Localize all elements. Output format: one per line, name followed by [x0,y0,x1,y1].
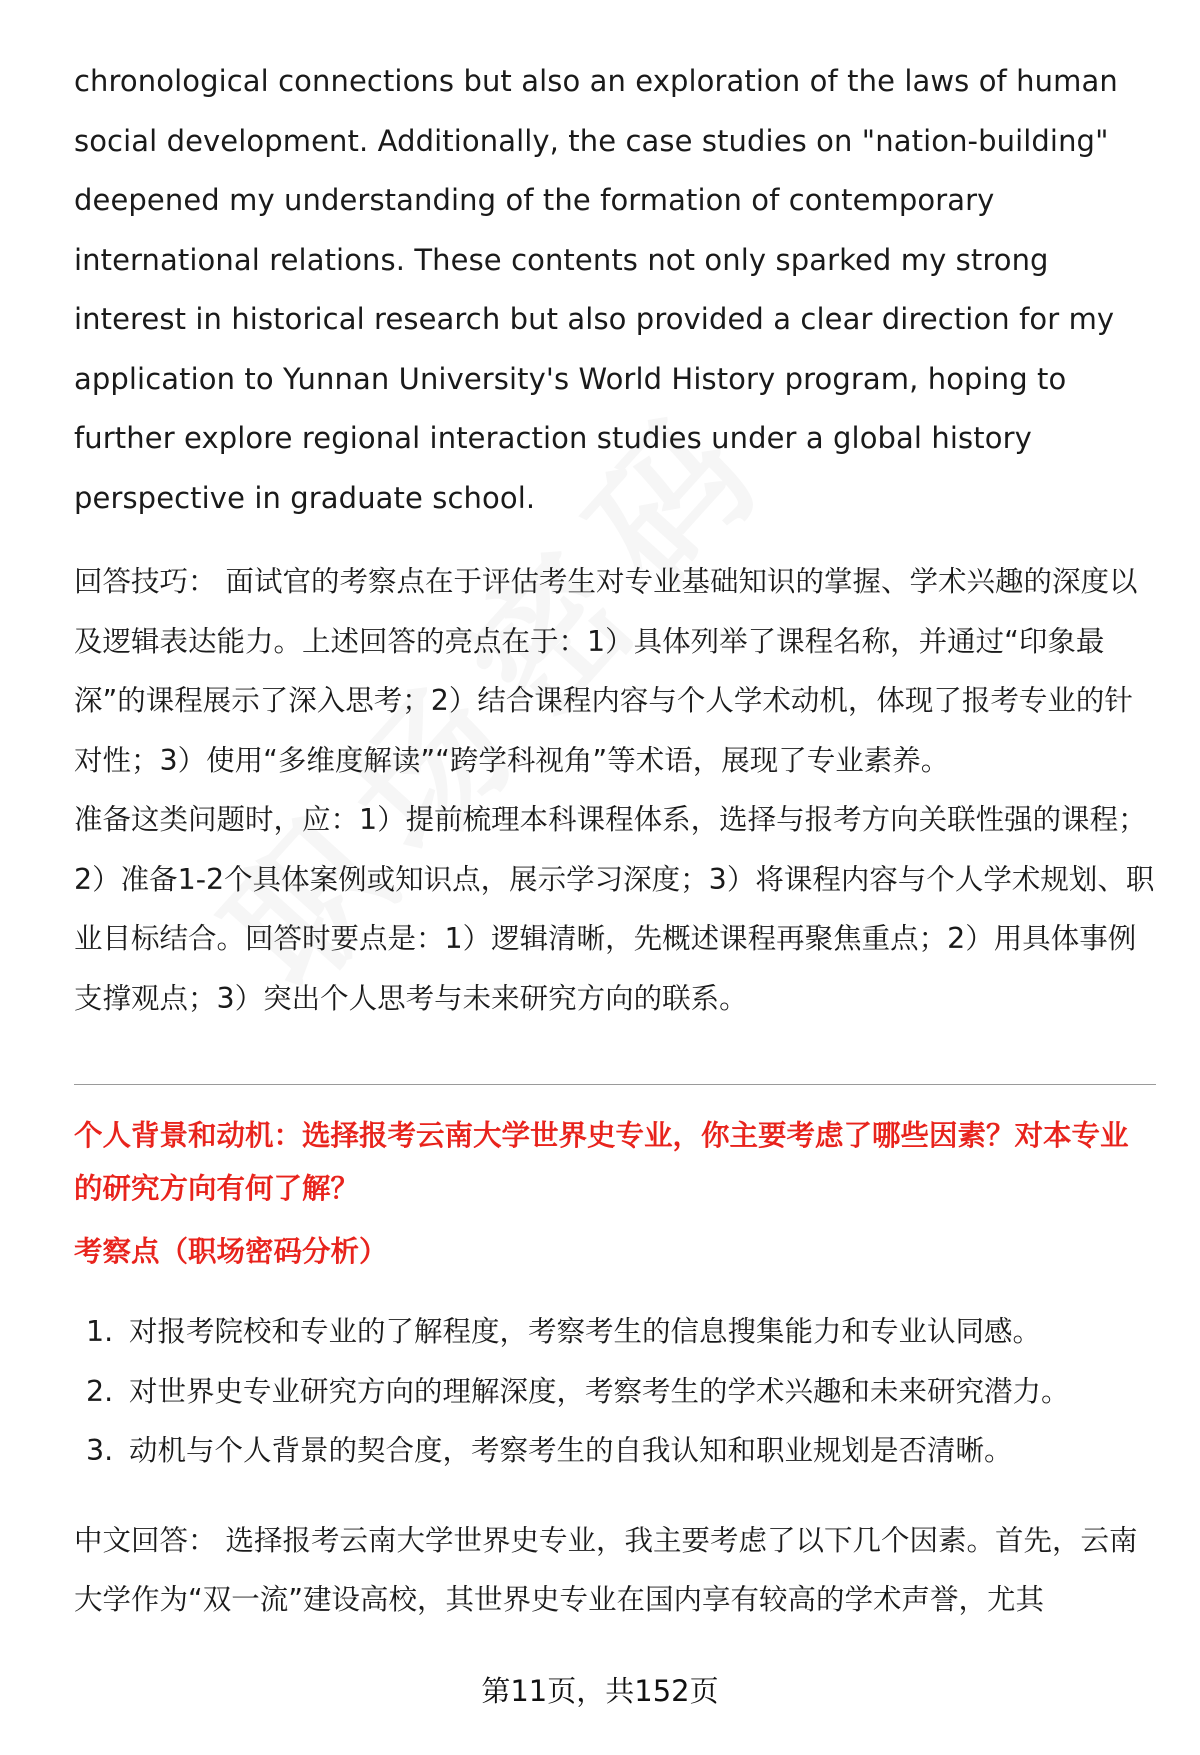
list-number: 1. [86,1315,114,1348]
section-divider [74,1084,1156,1085]
list-item-text: 对世界史专业研究方向的理解深度，考察考生的学术兴趣和未来研究潜力。 [129,1374,1070,1408]
assessment-heading: 考察点（职场密码分析） [74,1235,388,1268]
list-number: 3. [86,1434,114,1467]
list-item [74,1302,1156,1362]
preparation-paragraph: 准备这类问题时，应：1）提前梳理本科课程体系，选择与报考方向关联性强的课程；2）准备1-2个具体案例或知识点，展示学习深度；3）将课程内容与个人学术规划、职业目标结合。回答时要点是：1）逻辑清晰，先概述课程再聚焦重点；2）用具体事例支撑观点；3）突出个人思考与未来研究方向的联系。 [74,803,1155,1015]
english-answer-paragraph: chronological connections but also an exploration of the laws of human social development. Additionally, the case studies on "nation-building" deepened my understanding of the formation of contemporary international relations. These contents not only sparked my strong interest in historical research but also provided a clear direction for my application to Yunnan University's World History program, hoping to further explore regional interaction studies under a global history perspective in graduate school. [74,64,1118,515]
document-body [74,52,1156,1630]
list-item-text: 动机与个人背景的契合度，考察考生的自我认知和职业规划是否清晰。 [129,1434,1013,1467]
list-item [74,1362,1156,1422]
list-number: 2. [86,1374,114,1408]
chinese-answer-paragraph: 中文回答： 选择报考云南大学世界史专业，我主要考虑了以下几个因素。首先，云南大学作为“双一流”建设高校，其世界史专业在国内享有较高的学术声誉，尤其 [74,1523,1138,1616]
chinese-answer-section [74,1511,1156,1630]
list-item [74,1421,1156,1481]
answer-tips-section [74,552,1156,1028]
list-item-text: 对报考院校和专业的了解程度，考察考生的信息搜集能力和专业认同感。 [129,1315,1042,1348]
tips-paragraph: 回答技巧： 面试官的考察点在于评估考生对专业基础知识的掌握、学术兴趣的深度以及逻辑表达能力。上述回答的亮点在于：1）具体列举了课程名称，并通过“印象最深”的课程展示了深入思考；2）结合课程内容与个人学术动机，体现了报考专业的针对性；3）使用“多维度解读”“跨学科视角”等术语，展现了专业素养。 [74,565,1138,777]
assessment-points-list [74,1302,1156,1481]
page-number-footer: 第11页，共152页 [481,1674,719,1708]
question-heading: 个人背景和动机：选择报考云南大学世界史专业，你主要考虑了哪些因素？对本专业的研究方向有何了解？ [74,1119,1129,1205]
